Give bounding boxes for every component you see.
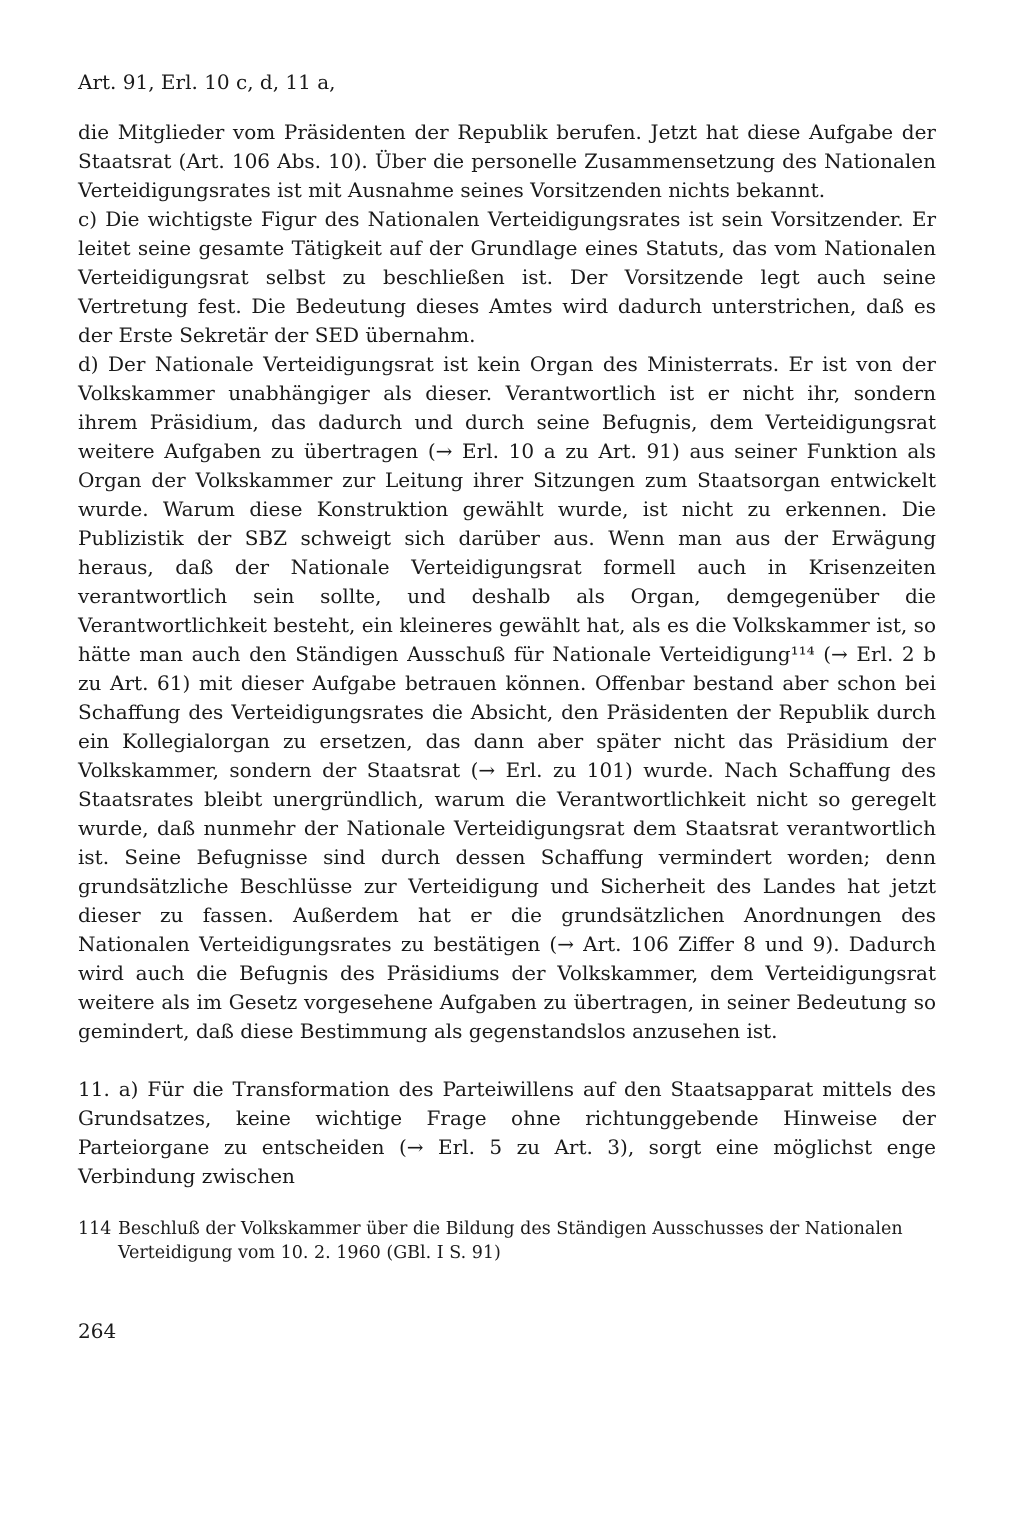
page-number: 264: [78, 1319, 117, 1343]
page-body: [78, 68, 936, 1345]
footnote-114: [78, 1217, 936, 1265]
section-gap: [78, 1046, 936, 1075]
paragraph-intro: die Mitglieder vom Präsidenten der Republik berufen. Jetzt hat diese Aufgabe der Staatsrat (Art. 106 Abs. 10). Über die personelle Zusammensetzung des Nationalen Verteidigungsrates ist mit Ausnahme seines Vorsitzenden nichts bekannt.: [78, 120, 936, 202]
paragraph-d: d) Der Nationale Verteidigungsrat ist kein Organ des Ministerrats. Er ist von der Volkskammer unabhängiger als dieser. Verantwortlich ist er nicht ihr, sondern ihrem Präsidium, das dadurch und durch seine Befugnis, dem Verteidigungsrat weitere Aufgaben zu übertragen (→ Erl. 10 a zu Art. 91) aus seiner Funktion als Organ der Volkskammer zur Leitung ihrer Sitzungen zum Staatsorgan entwickelt wurde. Warum diese Konstruktion gewählt wurde, ist nicht zu erkennen. Die Publizistik der SBZ schweigt sich darüber aus. Wenn man aus der Erwägung heraus, daß der Nationale Verteidigungsrat formell auch in Krisenzeiten verantwortlich sein sollte, und deshalb als Organ, demgegenüber die Verantwortlichkeit besteht, ein kleineres gewählt hat, als es die Volkskammer ist, so hätte man auch den Ständigen Ausschuß für Nationale Verteidigung¹¹⁴ (→ Erl. 2 b zu Art. 61) mit dieser Aufgabe betrauen können. Offenbar bestand aber schon bei Schaffung des Verteidigungsrates die Absicht, den Präsidenten der Republik durch ein Kollegialorgan zu ersetzen, das dann aber später nicht das Präsidium der Volkskammer, sondern der Staatsrat (→ Erl. zu 101) wurde. Nach Schaffung des Staatsrates bleibt unergründlich, warum die Verantwortlichkeit nicht so geregelt wurde, daß nunmehr der Nationale Verteidigungsrat dem Staatsrat verantwortlich ist. Seine Befugnisse sind durch dessen Schaffung vermindert worden; denn grundsätzliche Beschlüsse zur Verteidigung und Sicherheit des Landes hat jetzt dieser zu fassen. Außerdem hat er die grundsätzlichen Anordnungen des Nationalen Verteidigungsrates zu bestätigen (→ Art. 106 Ziffer 8 und 9). Dadurch wird auch die Befugnis des Präsidiums der Volkskammer, dem Verteidigungsrat weitere als im Gesetz vorgesehene Aufgaben zu übertragen, in seiner Bedeutung so gemindert, daß diese Bestimmung als gegenstandslos anzusehen ist.: [78, 352, 936, 1043]
paragraph-11a: 11. a) Für die Transformation des Parteiwillens auf den Staatsapparat mittels des Grundsatzes, keine wichtige Frage ohne richtunggebende Hinweise der Parteiorgane zu entscheiden (→ Erl. 5 zu Art. 3), sorgt eine möglichst enge Verbindung zwischen: [78, 1077, 936, 1188]
paragraph-c: c) Die wichtigste Figur des Nationalen Verteidigungsrates ist sein Vorsitzender. Er leitet seine gesamte Tätigkeit auf der Grundlage eines Statuts, das vom Nationalen Verteidigungsrat selbst zu beschließen ist. Der Vorsitzende legt auch seine Vertretung fest. Die Bedeutung dieses Amtes wird dadurch unterstrichen, daß es der Erste Sekretär der SED übernahm.: [78, 207, 936, 347]
footnote-text: Beschluß der Volkskammer über die Bildung des Ständigen Ausschusses der Nationalen Verteidigung vom 10. 2. 1960 (GBl. I S. 91): [118, 1219, 903, 1263]
footnote-number: 114: [78, 1219, 112, 1239]
running-head: Art. 91, Erl. 10 c, d, 11 a,: [78, 70, 336, 94]
